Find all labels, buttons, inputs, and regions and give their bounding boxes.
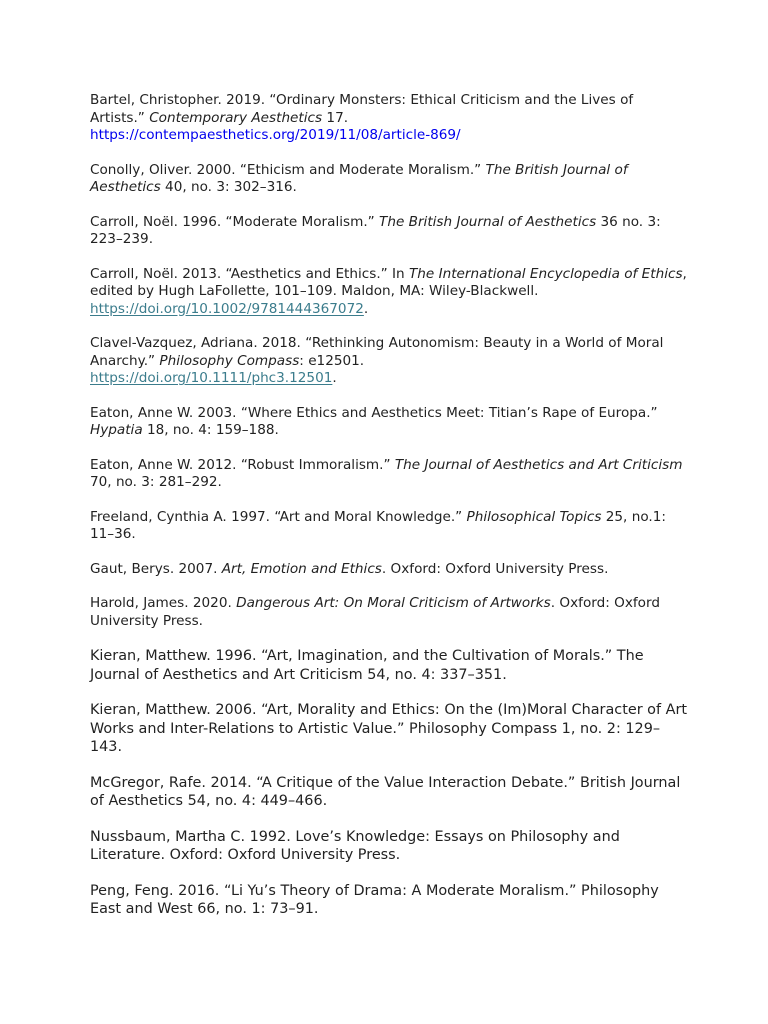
reference-harold-2020: Harold, James. 2020. Dangerous Art: On Moral Criticism of Artworks. Oxford: Oxford University Press. bbox=[90, 595, 660, 629]
reference-gaut-2007: Gaut, Berys. 2007. Art, Emotion and Ethics. Oxford: Oxford University Press. bbox=[90, 560, 609, 577]
reference-clavel-vazquez-2018: Clavel-Vazquez, Adriana. 2018. “Rethinking Autonomism: Beauty in a World of Moral Anarchy.” Philosophy Compass: e12501. https://doi.org/10.1111/phc3.12501. bbox=[90, 335, 664, 386]
reference-carroll-1996: Carroll, Noël. 1996. “Moderate Moralism.” The British Journal of Aesthetics 36 no. 3: 223–239. bbox=[90, 213, 661, 247]
reference-kieran-2006: Kieran, Matthew. 2006. “Art, Morality and Ethics: On the (Im)Moral Character of Art Works and Inter-Relations to Artistic Value.” Philosophy Compass 1, no. 2: 129–143. bbox=[90, 702, 688, 755]
reference-nussbaum-1992: Nussbaum, Martha C. 1992. Love’s Knowledge: Essays on Philosophy and Literature. Oxford: Oxford University Press. bbox=[90, 828, 620, 863]
reference-conolly-2000: Conolly, Oliver. 2000. “Ethicism and Moderate Moralism.” The British Journal of Aesthetics 40, no. 3: 302–316. bbox=[90, 161, 628, 195]
reference-freeland-1997: Freeland, Cynthia A. 1997. “Art and Moral Knowledge.” Philosophical Topics 25, no.1: 11–36. bbox=[90, 508, 666, 542]
reference-eaton-2012: Eaton, Anne W. 2012. “Robust Immoralism.” The Journal of Aesthetics and Art Criticism 70, no. 3: 281–292. bbox=[90, 456, 683, 490]
reference-carroll-2013: Carroll, Noël. 2013. “Aesthetics and Ethics.” In The International Encyclopedia of Ethics, edited by Hugh LaFollette, 101–109. Maldon, MA: Wiley-Blackwell. https://doi.org/10.1002/9781444367072. bbox=[90, 265, 687, 317]
reference-link[interactable]: https://doi.org/10.1002/9781444367072 bbox=[90, 300, 364, 317]
reference-kieran-1996: Kieran, Matthew. 1996. “Art, Imagination, and the Cultivation of Morals.” The Journal of Aesthetics and Art Criticism 54, no. 4: 337–351. bbox=[90, 648, 644, 683]
reference-eaton-2003: Eaton, Anne W. 2003. “Where Ethics and Aesthetics Meet: Titian’s Rape of Europa.” Hypatia 18, no. 4: 159–188. bbox=[90, 404, 658, 438]
reference-mcgregor-2014: McGregor, Rafe. 2014. “A Critique of the Value Interaction Debate.” British Journal of Aesthetics 54, no. 4: 449–466. bbox=[90, 774, 681, 809]
reference-link[interactable]: https://contempaesthetics.org/2019/11/08/article-869/ bbox=[90, 127, 461, 143]
reference-bartel-2019: Bartel, Christopher. 2019. “Ordinary Monsters: Ethical Criticism and the Lives of Artists.” Contemporary Aesthetics 17. https://contempaesthetics.org/2019/11/08/article-869/ bbox=[90, 92, 634, 143]
reference-link[interactable]: https://doi.org/10.1111/phc3.12501 bbox=[90, 370, 333, 386]
reference-peng-2016: Peng, Feng. 2016. “Li Yu’s Theory of Drama: A Moderate Moralism.” Philosophy East and West 66, no. 1: 73–91. bbox=[90, 882, 659, 917]
reference-list bbox=[90, 92, 690, 919]
